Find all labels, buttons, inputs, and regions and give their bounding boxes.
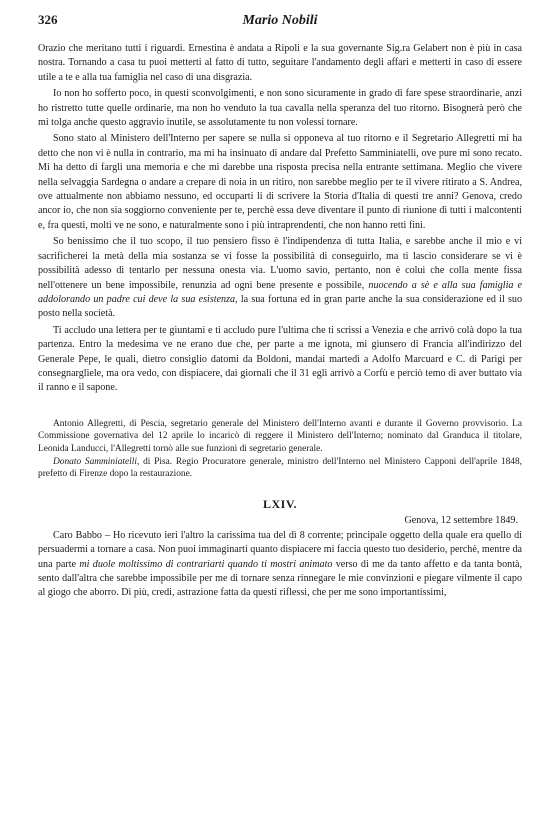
letter-text-a: Caro Babbo – Ho ricevuto ieri l'altro la carissima tua del dì 8 corrente; principale oggetto della quale era quello di persuadermi a tornare a casa. Non puoi immaginarti quanto dispiacere mi faccia questo tuo desiderio, perchè, mentre da una parte — [38, 529, 522, 570]
footnote-samminiatelli — [38, 456, 522, 481]
letter-date: Genova, 12 settembre 1849. — [404, 514, 518, 526]
paragraph-4 — [38, 235, 522, 321]
footnotes — [38, 418, 522, 481]
paragraph-3: Sono stato al Ministero dell'Interno per sapere se nulla si opponeva al tuo ritorno e il Segretario Allegretti mi ha detto che non vi è nulla in contrario, ma mi ha insinuato di andare dal Prefetto Samminiatelli, ove pure mi sono recato. Mi ha detto di fargli una memoria e che mi darebbe una risposta precisa nella entrante settimana. Meglio che vivere nella selvaggia Sardegna o andare a crepare di noia in un ritiro, non sarebbe meglio per te il vivere ritirato a S. Andrea, ove attualmente non abbiamo nessuno, ed occuparti li di scrivere la Storia d'Italia di questi tre anni? Genova, credo ancor io, che non sia soggiorno conveniente per te, perchè essa deve diventare il punto di riunione di tutti i malcontenti e, fra questi, molti ve ne sono, e naturalmente sono i più intraprendenti, che non hanno retti fini. — [38, 133, 522, 231]
paragraph-5: Ti accludo una lettera per te giuntami e ti accludo pure l'ultima che ti scrissi a Venezia e che arrivò colà dopo la tua partenza. Entro la medesima ve ne erano due che, per parte a me ignota, mi giunsero di Francia all'indirizzo del Generale Pepe, le quali, dietro consiglio datomi da Boldoni, mandai martedì a Adolfo Marcuard e C. di Parigi per consegnargliele, ma ora vedo, con dispiacere, dai giornali che il 31 egli arrivò a Corfù e perciò temo di aver buttato via il ranno e il sapone. — [38, 324, 522, 394]
paragraph-4-text-c: , la sua fortuna ed in gran parte anche la sua considerazione ed il suo posto nella società. — [38, 293, 522, 320]
paragraph-2: Io non ho sofferto poco, in questi sconvolgimenti, e non sono sicuramente in grado di fare spese straordinarie, anzi ho ristretto tutte quelle ordinarie, ma non ho venduto la tua cavalla nella speranza del tuo ritorno. Bisognerà però che mi tolga anche questo aggravio inutile, se assolutamente tu non volessi tornare. — [38, 88, 522, 129]
page-header — [38, 12, 522, 32]
page-number: 326 — [38, 12, 58, 27]
letter-text-italic: mi duole moltissimo di contrariarti quando ti mostri animato — [79, 558, 333, 570]
paragraph-4-italic: nuocendo a sè e alla sua famiglia e addolorando un padre cui deve la sua esistenza — [38, 279, 522, 305]
paragraph-1: Orazio che meritano tutti i riguardi. Ernestina è andata a Ripoli e la sua governante Sig.ra Gelabert non è più in casa nostra. Tornando a casa tu puoi metterti al fatto di tutto, seguitare l'andamento degli affari e metterti in caso di essere utile a te e alla tua famiglia nel caso di una disgrazia. — [38, 43, 522, 83]
paragraph-4-text-a: So benissimo che il tuo scopo, il tuo pensiero fisso è l'indipendenza di tutta Italia, e sarebbe anche il mio e vi sacrificherei la metà della mia sostanza se vi fosse la possibilità di conseguirlo, ma ti lascio considerare se vi è possibilità adesso di tentarlo per nessuna onesta via. L'uomo savio, pertanto, non è colui che colla mente fissa nell'ottenere un bene impossibile, renunzia ad ogni bene presente e possibile, — [38, 236, 522, 291]
letter-body — [38, 42, 522, 396]
running-title: Mario Nobili — [242, 13, 318, 28]
footnote-name: Donato Samminiatelli — [53, 456, 137, 467]
letter-number: LXIV. — [263, 496, 297, 511]
letter-paragraph-1 — [38, 529, 522, 601]
footnote-allegretti — [38, 418, 522, 456]
footnote-text: , di Pisa. Regio Procuratore generale, ministro dell'Interno nel Ministero Capponi dell'aprile 1848, prefetto di Firenze dopo la restaurazione. — [38, 456, 522, 480]
footnote-text: , di Pescia, segretario generale del Ministero dell'Interno avanti e durante il Governo provvisorio. La Commissione governativa del 12 aprile lo incaricò di reggere il Ministero dell'Interno; nominato dal Granduca il titolare, Leonida Landucci, l'Allegretti tornò alle sue funzioni di segretario generale. — [38, 418, 522, 454]
letter-heading — [38, 495, 522, 529]
footnote-name: Antonio Allegretti — [53, 418, 124, 429]
letter-text-c: verso di me da tanto affetto e da tanta bontà, sento dall'altra che sarebbe impossibile per me di tornare senza rinnegare le mie convinzioni e piegare vilmente il capo al giogo che aborro. Di più, credi, astrazione fatta da questi riflessi, che per me sono importantissimi, — [38, 558, 523, 599]
